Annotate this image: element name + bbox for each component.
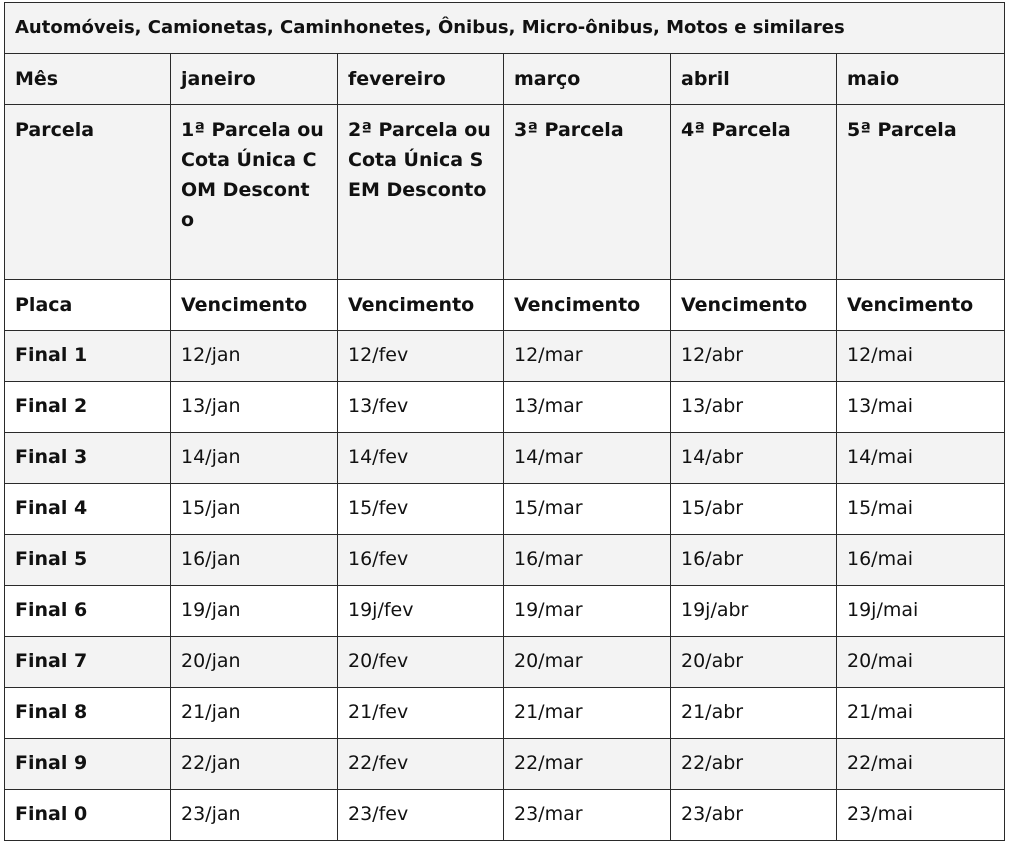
plate-final-cell: Final 3 xyxy=(5,433,171,484)
due-date-cell: 21/abr xyxy=(671,688,837,739)
month-label-cell: Mês xyxy=(5,54,171,105)
due-date-cell: 12/mar xyxy=(504,331,671,382)
ipva-schedule-table xyxy=(4,2,1005,841)
due-date-cell: 15/mai xyxy=(837,484,1005,535)
due-date-cell: 22/fev xyxy=(338,739,504,790)
due-date-cell: 15/jan xyxy=(171,484,338,535)
due-date-cell: 19j/abr xyxy=(671,586,837,637)
due-date-cell: 16/abr xyxy=(671,535,837,586)
plate-final-cell: Final 9 xyxy=(5,739,171,790)
month-cell: março xyxy=(504,54,671,105)
due-date-cell: 21/jan xyxy=(171,688,338,739)
due-date-cell: 23/jan xyxy=(171,790,338,841)
installment-cell: 4ª Parcela xyxy=(671,105,837,280)
table-row xyxy=(5,535,1005,586)
table-row xyxy=(5,433,1005,484)
installment-cell: 1ª Parcela ou Cota Única COM Descont o xyxy=(171,105,338,280)
due-date-cell: 13/jan xyxy=(171,382,338,433)
month-header-row xyxy=(5,54,1005,105)
due-date-cell: 16/mai xyxy=(837,535,1005,586)
month-cell: abril xyxy=(671,54,837,105)
due-date-cell: 12/mai xyxy=(837,331,1005,382)
table-row xyxy=(5,739,1005,790)
due-date-cell: 14/jan xyxy=(171,433,338,484)
due-date-header-cell: Vencimento xyxy=(338,280,504,331)
installment-cell: 5ª Parcela xyxy=(837,105,1005,280)
title-row xyxy=(5,3,1005,54)
due-date-cell: 22/jan xyxy=(171,739,338,790)
plate-final-cell: Final 0 xyxy=(5,790,171,841)
table-row xyxy=(5,484,1005,535)
table-row xyxy=(5,382,1005,433)
due-date-cell: 23/mai xyxy=(837,790,1005,841)
month-cell: maio xyxy=(837,54,1005,105)
due-date-cell: 21/fev xyxy=(338,688,504,739)
due-date-cell: 22/mar xyxy=(504,739,671,790)
table-row xyxy=(5,331,1005,382)
due-date-cell: 19/mar xyxy=(504,586,671,637)
due-date-cell: 22/mai xyxy=(837,739,1005,790)
plate-final-cell: Final 5 xyxy=(5,535,171,586)
due-date-header-cell: Vencimento xyxy=(671,280,837,331)
due-date-cell: 22/abr xyxy=(671,739,837,790)
due-date-cell: 13/mar xyxy=(504,382,671,433)
due-date-header-cell: Vencimento xyxy=(171,280,338,331)
due-date-cell: 16/jan xyxy=(171,535,338,586)
due-date-cell: 23/abr xyxy=(671,790,837,841)
table-title: Automóveis, Camionetas, Caminhonetes, Ônibus, Micro-ônibus, Motos e similares xyxy=(5,3,1005,54)
due-date-cell: 19j/mai xyxy=(837,586,1005,637)
due-date-cell: 16/fev xyxy=(338,535,504,586)
due-date-cell: 12/fev xyxy=(338,331,504,382)
due-date-cell: 20/jan xyxy=(171,637,338,688)
due-date-cell: 21/mai xyxy=(837,688,1005,739)
installment-cell: 3ª Parcela xyxy=(504,105,671,280)
due-date-cell: 23/mar xyxy=(504,790,671,841)
plate-header-row xyxy=(5,280,1005,331)
due-date-cell: 20/mar xyxy=(504,637,671,688)
plate-label-cell: Placa xyxy=(5,280,171,331)
due-date-cell: 20/mai xyxy=(837,637,1005,688)
plate-final-cell: Final 6 xyxy=(5,586,171,637)
month-cell: janeiro xyxy=(171,54,338,105)
table-row xyxy=(5,790,1005,841)
due-date-cell: 14/abr xyxy=(671,433,837,484)
due-date-cell: 21/mar xyxy=(504,688,671,739)
due-date-cell: 16/mar xyxy=(504,535,671,586)
due-date-header-cell: Vencimento xyxy=(837,280,1005,331)
due-date-cell: 13/abr xyxy=(671,382,837,433)
table-row xyxy=(5,637,1005,688)
due-date-cell: 14/fev xyxy=(338,433,504,484)
table-row xyxy=(5,688,1005,739)
due-date-cell: 15/fev xyxy=(338,484,504,535)
plate-final-cell: Final 7 xyxy=(5,637,171,688)
installment-cell: 2ª Parcela ou Cota Única SEM Desconto xyxy=(338,105,504,280)
installment-label-cell: Parcela xyxy=(5,105,171,280)
installment-header-row xyxy=(5,105,1005,280)
table-row xyxy=(5,586,1005,637)
plate-final-cell: Final 4 xyxy=(5,484,171,535)
due-date-cell: 19/jan xyxy=(171,586,338,637)
due-date-cell: 15/abr xyxy=(671,484,837,535)
due-date-cell: 13/mai xyxy=(837,382,1005,433)
plate-final-cell: Final 8 xyxy=(5,688,171,739)
due-date-header-cell: Vencimento xyxy=(504,280,671,331)
plate-final-cell: Final 1 xyxy=(5,331,171,382)
due-date-cell: 13/fev xyxy=(338,382,504,433)
due-date-cell: 19j/fev xyxy=(338,586,504,637)
due-date-cell: 14/mai xyxy=(837,433,1005,484)
due-date-cell: 12/abr xyxy=(671,331,837,382)
due-date-cell: 23/fev xyxy=(338,790,504,841)
month-cell: fevereiro xyxy=(338,54,504,105)
plate-final-cell: Final 2 xyxy=(5,382,171,433)
due-date-cell: 12/jan xyxy=(171,331,338,382)
due-date-cell: 15/mar xyxy=(504,484,671,535)
due-date-cell: 20/abr xyxy=(671,637,837,688)
due-date-cell: 20/fev xyxy=(338,637,504,688)
due-date-cell: 14/mar xyxy=(504,433,671,484)
